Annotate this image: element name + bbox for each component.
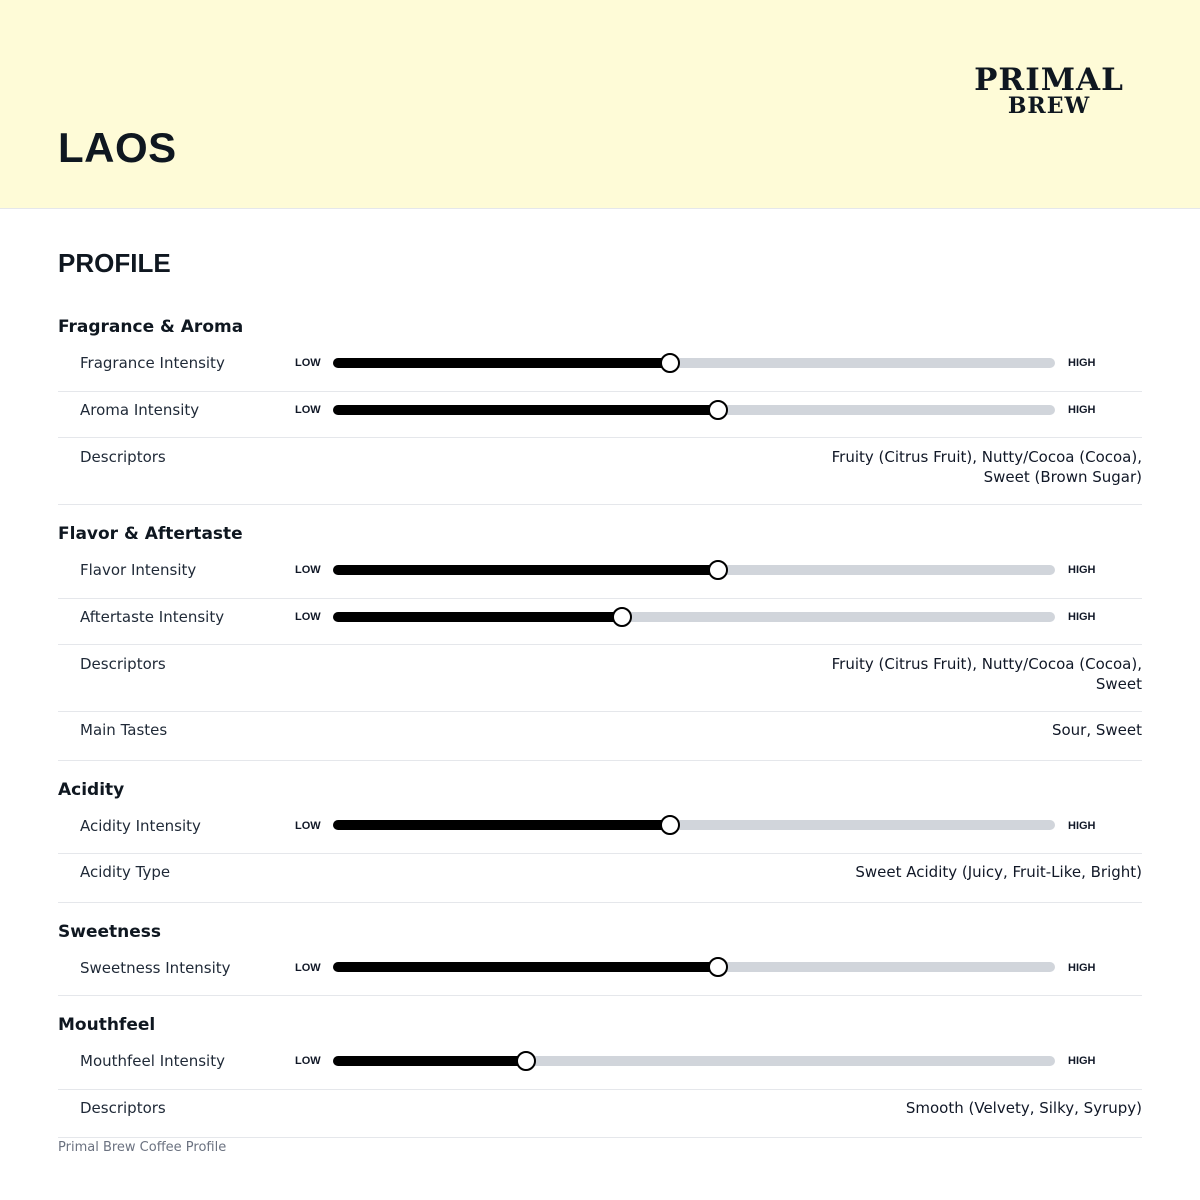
- slider-fill: [333, 405, 718, 415]
- slider-thumb[interactable]: [660, 815, 680, 835]
- acidity-intensity-slider[interactable]: [333, 820, 1055, 830]
- row-acidity-intensity: [58, 804, 1142, 854]
- row-mouthfeel-descriptors: [58, 1090, 1142, 1138]
- aroma-intensity-slider[interactable]: [333, 405, 1055, 415]
- high-label: HIGH: [1068, 820, 1096, 832]
- row-acidity-type: [58, 854, 1142, 903]
- row-label: Acidity Intensity: [80, 817, 201, 835]
- header-banner: [0, 0, 1200, 209]
- fragrance-intensity-slider[interactable]: [333, 358, 1055, 368]
- slider-fill: [333, 565, 718, 575]
- low-label: LOW: [295, 611, 321, 623]
- category-sweetness: Sweetness: [58, 922, 162, 942]
- section-title: PROFILE: [58, 248, 171, 278]
- row-sweetness-intensity: [58, 946, 1142, 996]
- logo-line-1: PRIMAL: [974, 62, 1124, 98]
- descriptors-line-1: Fruity (Citrus Fruit), Nutty/Cocoa (Cocoa),: [831, 655, 1142, 673]
- row-fragrance-descriptors: [58, 438, 1142, 505]
- aftertaste-intensity-slider[interactable]: [333, 612, 1055, 622]
- flavor-intensity-slider[interactable]: [333, 565, 1055, 575]
- mouthfeel-descriptors-value: Smooth (Velvety, Silky, Syrupy): [905, 1099, 1142, 1117]
- high-label: HIGH: [1068, 962, 1096, 974]
- row-label: Aroma Intensity: [80, 401, 200, 419]
- category-mouthfeel: Mouthfeel: [58, 1015, 156, 1035]
- slider-thumb[interactable]: [708, 957, 728, 977]
- origin-title: LAOS: [58, 124, 177, 171]
- category-acidity: Acidity: [58, 780, 125, 800]
- descriptors-line-1: Fruity (Citrus Fruit), Nutty/Cocoa (Cocoa),: [831, 448, 1142, 466]
- low-label: LOW: [295, 404, 321, 416]
- acidity-type-value: Sweet Acidity (Juicy, Fruit-Like, Bright): [855, 863, 1142, 881]
- row-aftertaste-intensity: [58, 599, 1142, 645]
- high-label: HIGH: [1068, 404, 1096, 416]
- slider-fill: [333, 612, 622, 622]
- slider-thumb[interactable]: [612, 607, 632, 627]
- row-flavor-descriptors: [58, 645, 1142, 712]
- low-label: LOW: [295, 820, 321, 832]
- high-label: HIGH: [1068, 611, 1096, 623]
- row-aroma-intensity: [58, 392, 1142, 438]
- sweetness-intensity-slider[interactable]: [333, 962, 1055, 972]
- descriptors-value: [832, 447, 1142, 487]
- row-label: Aftertaste Intensity: [80, 608, 225, 626]
- slider-fill: [333, 358, 670, 368]
- descriptors-line-2: Sweet (Brown Sugar): [983, 468, 1142, 486]
- category-fragrance-aroma: Fragrance & Aroma: [58, 317, 244, 337]
- row-flavor-intensity: [58, 548, 1142, 599]
- row-main-tastes: [58, 712, 1142, 761]
- high-label: HIGH: [1068, 1055, 1096, 1067]
- row-label: Descriptors: [80, 448, 166, 466]
- footer-caption: Primal Brew Coffee Profile: [58, 1140, 227, 1155]
- row-label: Descriptors: [80, 1099, 166, 1117]
- row-label: Flavor Intensity: [80, 561, 197, 579]
- descriptors-line-2: Sweet: [1095, 675, 1142, 693]
- slider-fill: [333, 1056, 526, 1066]
- slider-thumb[interactable]: [516, 1051, 536, 1071]
- low-label: LOW: [295, 357, 321, 369]
- slider-fill: [333, 820, 670, 830]
- low-label: LOW: [295, 1055, 321, 1067]
- slider-thumb[interactable]: [660, 353, 680, 373]
- brand-logo: [970, 62, 1128, 119]
- slider-fill: [333, 962, 718, 972]
- category-flavor-aftertaste: Flavor & Aftertaste: [58, 524, 243, 544]
- slider-thumb[interactable]: [708, 400, 728, 420]
- row-mouthfeel-intensity: [58, 1039, 1142, 1090]
- mouthfeel-intensity-slider[interactable]: [333, 1056, 1055, 1066]
- low-label: LOW: [295, 564, 321, 576]
- high-label: HIGH: [1068, 357, 1096, 369]
- logo-line-2: BREW: [1007, 93, 1091, 119]
- row-label: Main Tastes: [80, 721, 168, 739]
- row-label: Fragrance Intensity: [80, 354, 225, 372]
- main-tastes-value: Sour, Sweet: [1051, 721, 1142, 739]
- slider-thumb[interactable]: [708, 560, 728, 580]
- row-label: Sweetness Intensity: [80, 959, 231, 977]
- low-label: LOW: [295, 962, 321, 974]
- row-label: Mouthfeel Intensity: [80, 1052, 225, 1070]
- descriptors-value: [832, 654, 1142, 694]
- row-fragrance-intensity: [58, 341, 1142, 392]
- row-label: Acidity Type: [80, 863, 171, 881]
- row-label: Descriptors: [80, 655, 166, 673]
- high-label: HIGH: [1068, 564, 1096, 576]
